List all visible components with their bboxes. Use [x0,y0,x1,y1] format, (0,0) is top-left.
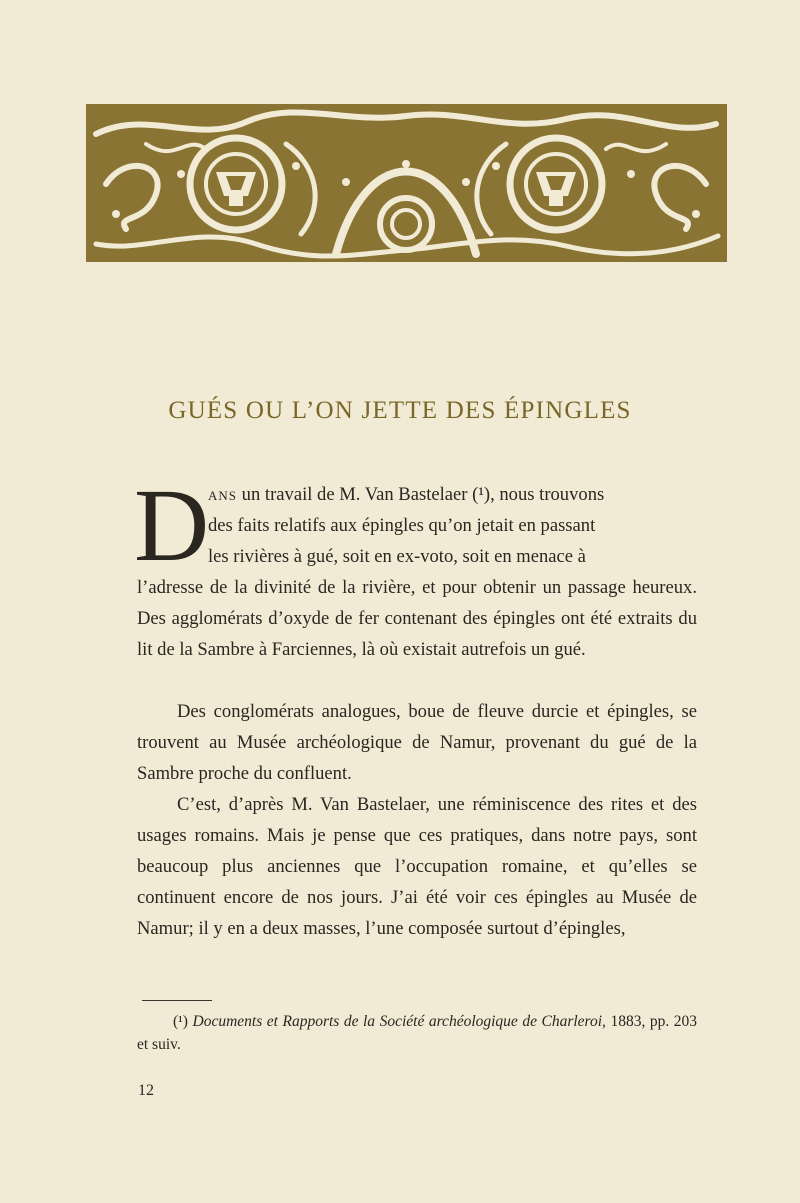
ornament-scrollwork-icon [86,104,727,262]
paragraph-1-opening [208,479,698,572]
footnote [137,1010,697,1056]
line-3-text: les rivières à gué, soit en ex-voto, soit en menace à [208,546,586,567]
ornamental-headpiece [86,104,727,262]
paragraph-3: C’est, d’après M. Van Bastelaer, une réminiscence des rites et des usages romains. Mais je pense que ces pratiques, dans notre pays, sont beaucoup plus anciennes que l’occupation romaine, et qu’elles se continuent encore de nos jours. J’ai été voir ces épingles au Musée de Namur; il y en a deux masses, l’une composée surtout d’épingles, [137,794,697,939]
page-number: 12 [138,1082,154,1099]
paragraph-2: Des conglomérats analogues, boue de fleuve durcie et épingles, se trouvent au Musée archéologique de Namur, provenant du gué de la Sambre proche du confluent. [137,701,697,784]
line-1-text: un travail de M. Van Bastelaer (¹), nous trouvons [237,484,605,505]
footnote-divider [142,1000,212,1001]
drop-cap: D [134,468,210,583]
footnote-reference: 1883, pp. 203 et suiv. [137,1013,698,1053]
chapter-title: GUÉS OU L’ON JETTE DES ÉPINGLES [168,396,632,424]
small-caps-lead: ans [208,484,238,505]
paragraph-1-continuation: l’adresse de la divinité de la rivière, et pour obtenir un passage heureux. Des agglomérats d’oxyde de fer contenant des épingles ont été extraits du lit de la Sambre à Farciennes, là où existait autrefois un gué. [137,577,697,660]
line-2-text: des faits relatifs aux épingles qu’on jetait en passant [208,515,596,536]
footnote-source-title: Documents et Rapports de la Société archéologique de Charleroi, [192,1013,606,1030]
footnote-marker: (¹) [173,1013,188,1030]
